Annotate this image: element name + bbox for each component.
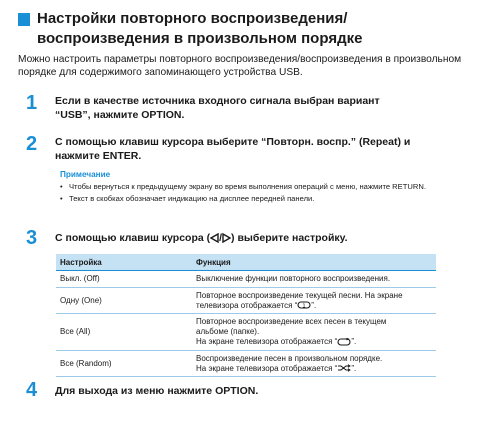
step-3-text: С помощью клавиш курсора ( / ) выберите настройку. bbox=[55, 232, 348, 244]
step-1-text: Если в качестве источника входного сигнала выбран вариант “USB”, нажмите OPTION. bbox=[55, 95, 380, 121]
setting-cell: Одну (One) bbox=[56, 288, 192, 314]
step-2-number: 2 bbox=[26, 133, 38, 155]
intro-paragraph: Можно настроить параметры повторного воспроизведения/воспроизведения в произвольном порядке для содержимого запоминающего устройства USB. bbox=[18, 54, 462, 78]
svg-text:1: 1 bbox=[302, 303, 307, 310]
table-row bbox=[56, 288, 436, 314]
repeat-one-icon bbox=[297, 301, 311, 309]
heading-marker bbox=[18, 13, 30, 26]
shuffle-icon bbox=[337, 364, 351, 372]
setting-cell: Выкл. (Off) bbox=[56, 271, 192, 288]
function-cell: Выключение функции повторного воспроизведения. bbox=[192, 271, 436, 288]
note-list bbox=[60, 182, 470, 206]
note-item: • Текст в скобках обозначает индикацию на дисплее передней панели. bbox=[60, 194, 315, 203]
table-row bbox=[56, 271, 436, 288]
setting-cell: Все (Random) bbox=[56, 351, 192, 377]
note-item: • Чтобы вернуться к предыдущему экрану во время выполнения операций с меню, нажмите RETURN. bbox=[60, 182, 426, 191]
table-row bbox=[56, 351, 436, 377]
table-header-function: Функция bbox=[192, 254, 436, 271]
step-4-text: Для выхода из меню нажмите OPTION. bbox=[55, 385, 259, 397]
repeat-all-icon bbox=[337, 338, 351, 346]
bullet-icon: • bbox=[60, 194, 63, 203]
step-2-text: С помощью клавиш курсора выберите “Повторн. воспр.” (Repeat) и нажмите ENTER. bbox=[55, 136, 411, 162]
step-4-number: 4 bbox=[26, 379, 38, 401]
function-cell: Повторное воспроизведение текущей песни. На экране телевизора отображается “ 1 ”. bbox=[192, 288, 436, 314]
function-cell: Воспроизведение песен в произвольном порядке. На экране телевизора отображается “ ”. bbox=[192, 351, 436, 377]
table-header-row bbox=[56, 254, 436, 271]
page-title-line-1: Настройки повторного воспроизведения/ bbox=[37, 10, 348, 27]
function-cell: Повторное воспроизведение всех песен в текущем альбоме (папке). На экране телевизора отображается “ ”. bbox=[192, 314, 436, 351]
step-3-number: 3 bbox=[26, 227, 38, 249]
step-1-number: 1 bbox=[26, 92, 38, 114]
cursor-right-icon bbox=[222, 233, 231, 243]
note-title: Примечание bbox=[60, 170, 111, 179]
bullet-icon: • bbox=[60, 182, 63, 191]
table-row bbox=[56, 314, 436, 351]
settings-table bbox=[56, 254, 436, 377]
cursor-left-icon bbox=[210, 233, 219, 243]
page-title-line-2: воспроизведения в произвольном порядке bbox=[37, 30, 363, 47]
page-title bbox=[37, 9, 477, 49]
setting-cell: Все (All) bbox=[56, 314, 192, 351]
table-header-setting: Настройка bbox=[56, 254, 192, 271]
